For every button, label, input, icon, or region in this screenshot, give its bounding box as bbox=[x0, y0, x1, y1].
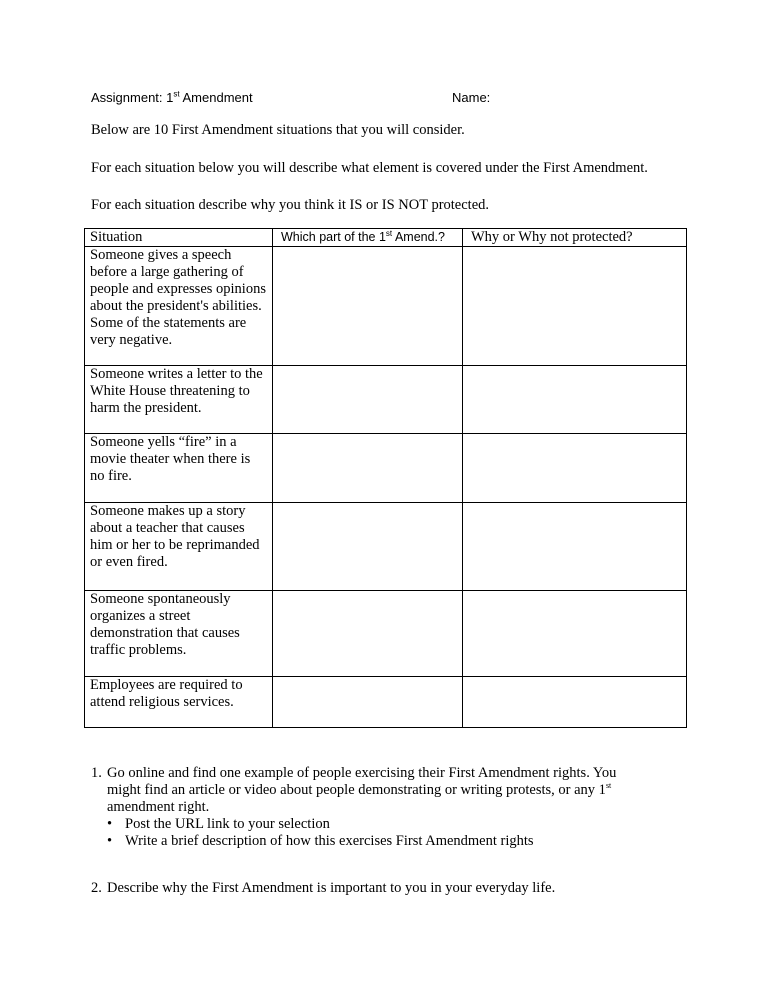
why-cell[interactable] bbox=[463, 434, 687, 503]
intro-line-2: For each situation below you will describe what element is covered under the First Amendment. bbox=[91, 160, 648, 176]
which-part-cell[interactable] bbox=[273, 366, 463, 434]
header-which-part: Which part of the 1st Amend.? bbox=[273, 229, 463, 247]
situation-cell: Someone writes a letter to the White House threatening to harm the president. bbox=[85, 366, 273, 434]
table-row bbox=[85, 434, 687, 503]
why-cell[interactable] bbox=[463, 591, 687, 677]
table-row bbox=[85, 366, 687, 434]
situations-table bbox=[84, 228, 687, 728]
which-part-cell[interactable] bbox=[273, 247, 463, 366]
table-row bbox=[85, 591, 687, 677]
why-cell[interactable] bbox=[463, 503, 687, 591]
why-cell[interactable] bbox=[463, 366, 687, 434]
situation-cell: Someone makes up a story about a teacher that causes him or her to be reprimanded or even fired. bbox=[85, 503, 273, 591]
intro-line-1: Below are 10 First Amendment situations that you will consider. bbox=[91, 122, 465, 138]
assignment-title: Assignment: 1st Amendment bbox=[91, 89, 253, 105]
situation-cell: Someone spontaneously organizes a street demonstration that causes traffic problems. bbox=[85, 591, 273, 677]
situation-cell: Someone yells “fire” in a movie theater when there is no fire. bbox=[85, 434, 273, 503]
question-1: 1. Go online and find one example of people exercising their First Amendment rights. You might find an article or video about people demonstrating or writing protests, or any 1st amendment right. • Post the URL link to your selection • Write a brief description of how this exercises First Amendment rights bbox=[91, 765, 691, 850]
table-row bbox=[85, 503, 687, 591]
intro-line-3: For each situation describe why you think it IS or IS NOT protected. bbox=[91, 197, 490, 213]
header-situation: Situation bbox=[85, 229, 273, 247]
why-cell[interactable] bbox=[463, 247, 687, 366]
list-item: • Post the URL link to your selection bbox=[91, 816, 691, 833]
table-row bbox=[85, 247, 687, 366]
bullet-list bbox=[91, 816, 691, 850]
name-label: Name: bbox=[452, 90, 491, 105]
which-part-cell[interactable] bbox=[273, 591, 463, 677]
table-header-row bbox=[85, 229, 687, 247]
which-part-cell[interactable] bbox=[273, 434, 463, 503]
which-part-cell[interactable] bbox=[273, 503, 463, 591]
table-row bbox=[85, 677, 687, 728]
question-number: 1. bbox=[91, 765, 102, 781]
situation-cell: Employees are required to attend religious services. bbox=[85, 677, 273, 728]
question-2: 2. Describe why the First Amendment is important to you in your everyday life. bbox=[91, 880, 556, 896]
which-part-cell[interactable] bbox=[273, 677, 463, 728]
why-cell[interactable] bbox=[463, 677, 687, 728]
list-item: • Write a brief description of how this exercises First Amendment rights bbox=[91, 833, 691, 850]
situation-cell: Someone gives a speech before a large gathering of people and expresses opinions about the president's abilities. Some of the statements are very negative. bbox=[85, 247, 273, 366]
question-number: 2. bbox=[91, 880, 102, 896]
header-why: Why or Why not protected? bbox=[463, 229, 687, 247]
